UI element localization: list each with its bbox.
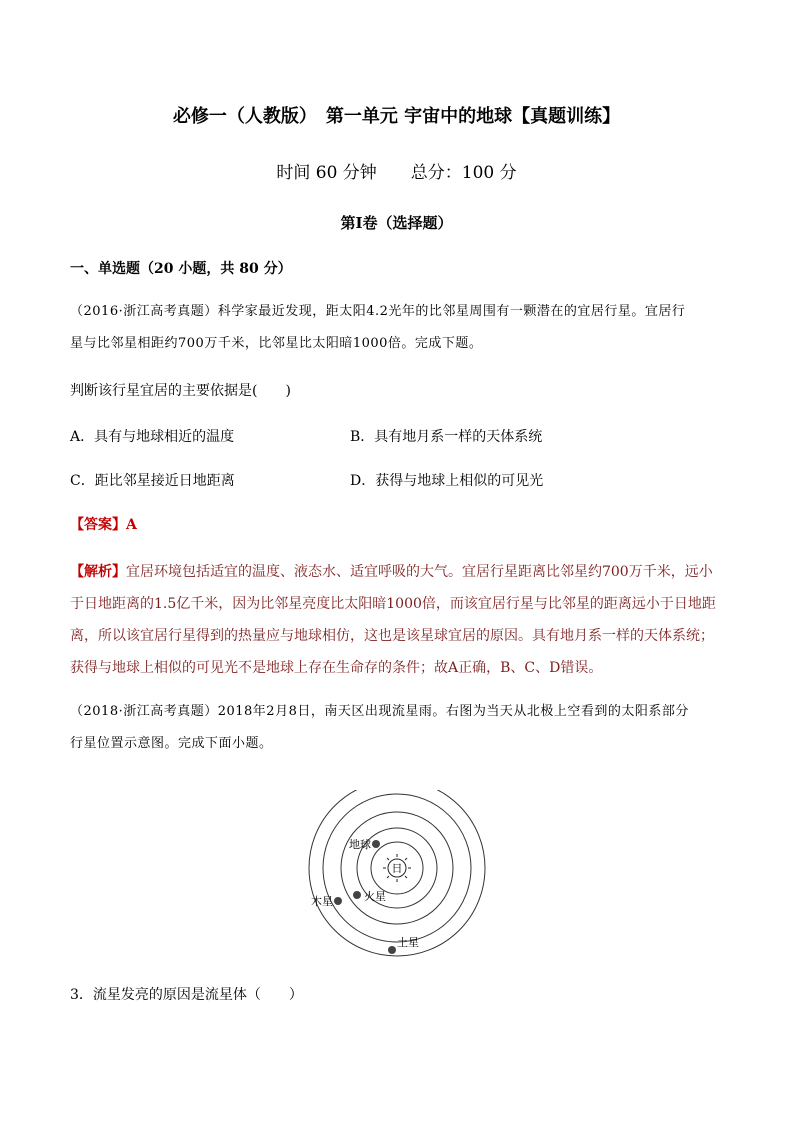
exam-info: 时间 60 分钟 总分：100 分 <box>276 163 517 183</box>
earth-marker <box>372 840 380 848</box>
analysis-block <box>70 556 725 684</box>
jupiter-label: 木星 <box>311 895 333 908</box>
document-title: 必修一（人教版） 第一单元 宇宙中的地球【真题训练】 <box>172 106 621 127</box>
passage-2-line-2: 行星位置示意图。完成下面小题。 <box>70 736 273 751</box>
mars-marker <box>353 891 361 899</box>
saturn-marker <box>388 946 396 954</box>
section-title: 第Ⅰ卷（选择题） <box>340 214 453 232</box>
saturn-label: 土星 <box>397 936 419 949</box>
analysis-tag: 【解析】 <box>70 564 126 580</box>
question-1-stem: 判断该行星宜居的主要依据是( ) <box>70 383 291 399</box>
answer-tag: 【答案】 <box>70 517 126 533</box>
mars-label: 火星 <box>364 890 386 903</box>
jupiter-marker <box>334 897 342 905</box>
analysis-text: 宜居环境包括适宜的温度、液态水、适宜呼吸的大气。宜居行星距离比邻星约700万千米，远小于日地距离的1.5亿千米，因为比邻星亮度比太阳暗1000倍，而该宜居行星与比邻星的距离远小于日地距离，所以该宜居行星得到的热量应与地球相仿，这也是该星球宜居的原因。具有地月系一样的天体系统；获得与地球上相似的可见光不是地球上存在生命存的条件；故A正确，B、C、D错误。 <box>70 564 716 676</box>
option-b: B．具有地月系一样的天体系统 <box>350 429 543 445</box>
question-3-stem: 3．流星发亮的原因是流星体（ ） <box>70 987 303 1003</box>
option-d: D．获得与地球上相似的可见光 <box>350 473 544 489</box>
option-a: A．具有与地球相近的温度 <box>70 429 235 445</box>
solar-system-diagram <box>300 790 500 960</box>
answer-value: A <box>126 517 137 533</box>
earth-label: 地球 <box>349 838 371 851</box>
passage-1-line-2: 星与比邻星相距约700万千米，比邻星比太阳暗1000倍。完成下题。 <box>70 336 483 351</box>
answer-line <box>70 514 137 534</box>
sun-label: 日 <box>391 862 403 875</box>
option-c: C．距比邻星接近日地距离 <box>70 473 235 489</box>
passage-2-line-1: （2018·浙江高考真题）2018年2月8日，南天区出现流星雨。右图为当天从北极上空看到的太阳系部分 <box>70 704 689 719</box>
passage-1-line-1: （2016·浙江高考真题）科学家最近发现，距太阳4.2光年的比邻星周围有一颗潜在的宜居行星。宜居行 <box>70 304 686 319</box>
part-heading: 一、单选题（20 小题，共 80 分） <box>70 261 292 277</box>
